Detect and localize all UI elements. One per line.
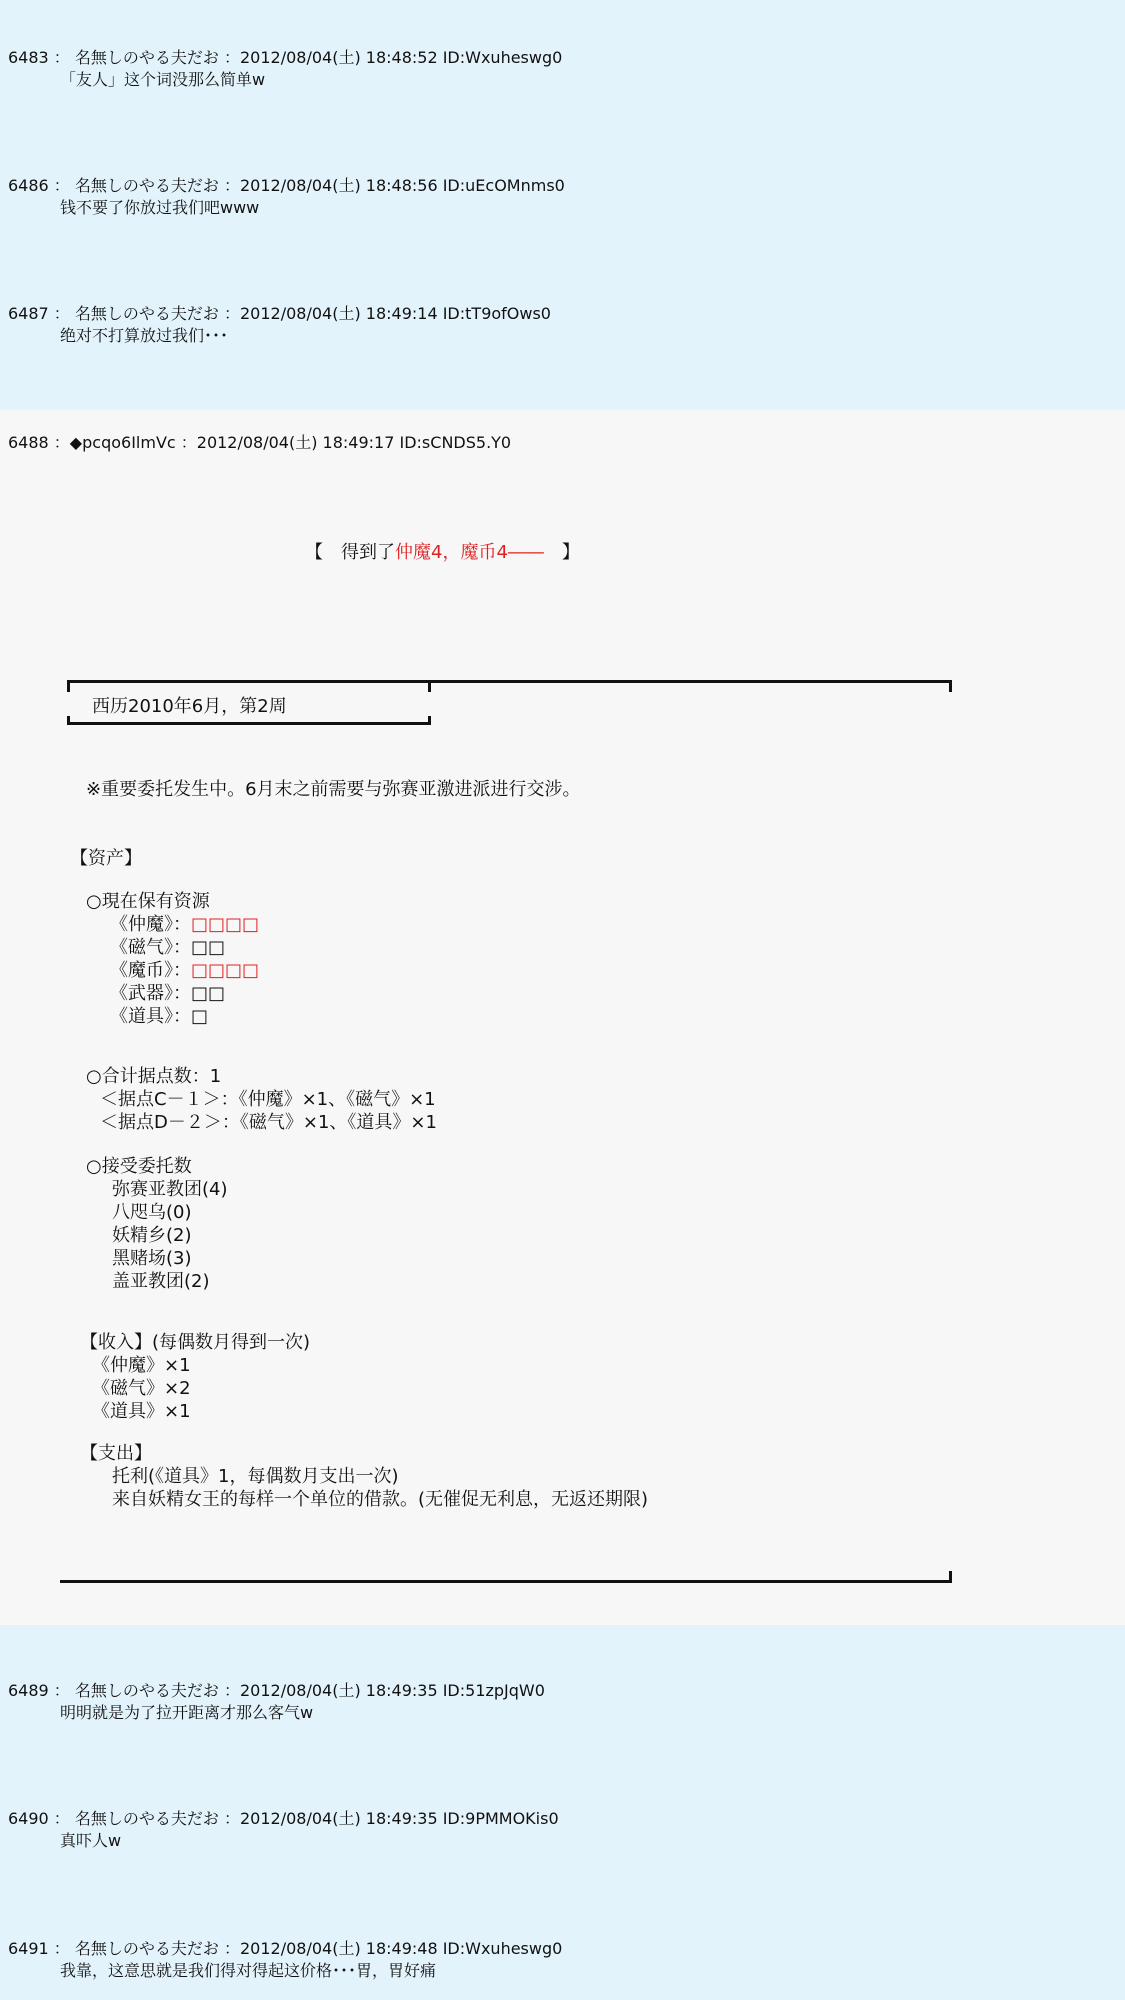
post-header: 6489 ： 名無しのやる夫だお ：2012/08/04(土) 18:49:35 ID:51zpJqW0 (8, 1681, 545, 1700)
expense-title: 【支出】 (80, 1443, 152, 1464)
request-row: 黑赌场(3) (112, 1248, 192, 1269)
main-post-panel (0, 410, 1125, 1625)
post-header: 6486 ： 名無しのやる夫だお ：2012/08/04(土) 18:48:56 ID:uEcOMnms0 (8, 176, 565, 195)
post-header: 6490 ： 名無しのやる夫だお ：2012/08/04(土) 18:49:35 ID:9PMMOKis0 (8, 1809, 559, 1828)
expense-row: 托利(《道具》1，每偶数月支出一次) (112, 1466, 399, 1487)
date-box-right-tick (428, 716, 431, 725)
date-box-left-tick (67, 716, 70, 725)
post-body: 真吓人w (60, 1831, 122, 1850)
main-post-header: 6488 ：◆pcqo6IlmVc ：2012/08/04(土) 18:49:17 ID:sCNDS5.Y0 (8, 433, 512, 452)
income-row: 《仲魔》×1 (92, 1355, 191, 1376)
base-row: ＜据点D－２＞：《磁气》×1、《道具》×1 (100, 1112, 437, 1133)
resource-value: □□□□ (191, 960, 260, 981)
banner-open: 【 得到了 (305, 542, 395, 563)
post-header: 6483 ： 名無しのやる夫だお ：2012/08/04(土) 18:48:52 ID:Wxuheswg0 (8, 48, 563, 67)
resource-label: 《磁气》： (110, 937, 191, 958)
post-6483 (8, 47, 562, 91)
reward-banner (305, 538, 580, 564)
resource-value: □□ (191, 937, 226, 958)
resource-row (110, 959, 259, 982)
request-row: 八咫乌(0) (112, 1202, 192, 1223)
resource-row (110, 936, 225, 959)
expense-row: 来自妖精女王的每样一个单位的借款。(无催促无利息，无返还期限) (112, 1489, 649, 1510)
frame-top-left-tick (67, 680, 70, 692)
frame-top-mid-tick (428, 680, 431, 692)
frame-top-line (67, 680, 952, 683)
resource-label: 《道具》： (110, 1006, 191, 1027)
post-header: 6491 ： 名無しのやる夫だお ：2012/08/04(土) 18:49:48 ID:Wxuheswg0 (8, 1939, 563, 1958)
post-6489 (8, 1680, 545, 1724)
income-title: 【收入】(每偶数月得到一次) (80, 1332, 311, 1353)
banner-close: 】 (543, 542, 580, 563)
date-box-bottom-line (67, 722, 431, 725)
resource-label: 《武器》： (110, 983, 191, 1004)
post-body: 「友人」这个词没那么简单w (60, 70, 266, 89)
date-label: 西历2010年6月，第2周 (92, 696, 287, 717)
post-header: 6487 ： 名無しのやる夫だお ：2012/08/04(土) 18:49:14 ID:tT9ofOws0 (8, 304, 551, 323)
request-row: 弥赛亚教团(4) (112, 1179, 228, 1200)
bases-title: ○合计据点数：1 (86, 1066, 222, 1087)
request-row: 妖精乡(2) (112, 1225, 192, 1246)
resource-label: 《仲魔》： (110, 914, 191, 935)
frame-top-right-tick (949, 680, 952, 692)
post-6487 (8, 303, 551, 347)
resource-label: 《魔币》： (110, 960, 191, 981)
frame-bottom-line (60, 1580, 952, 1583)
resource-row (110, 1005, 208, 1028)
post-6490 (8, 1808, 559, 1852)
resource-row (110, 982, 225, 1005)
income-row: 《磁气》×2 (92, 1378, 191, 1399)
requests-title: ○接受委托数 (86, 1156, 192, 1177)
request-row: 盖亚教团(2) (112, 1271, 210, 1292)
resource-value: □ (191, 1006, 209, 1027)
post-body: 明明就是为了拉开距离才那么客气w (60, 1703, 314, 1722)
income-row: 《道具》×1 (92, 1401, 191, 1422)
post-body: 钱不要了你放过我们吧www (60, 198, 260, 217)
notice-text: ※重要委托发生中。6月末之前需要与弥赛亚激进派进行交涉。 (86, 779, 581, 800)
resource-value: □□ (191, 983, 226, 1004)
base-row: ＜据点C－１＞：《仲魔》×1、《磁气》×1 (100, 1089, 436, 1110)
resource-row (110, 913, 259, 936)
post-body: 我靠，这意思就是我们得对得起这价格･･･胃，胃好痛 (60, 1961, 437, 1980)
assets-title: 【资产】 (70, 848, 142, 869)
post-6491 (8, 1938, 562, 1982)
banner-reward: 仲魔4，魔币4―― (395, 542, 544, 563)
resources-title: ○現在保有资源 (86, 891, 210, 912)
resource-value: □□□□ (191, 914, 260, 935)
post-6486 (8, 175, 565, 219)
post-body: 绝对不打算放过我们･･･ (60, 326, 229, 345)
frame-bottom-right-tick (949, 1571, 952, 1583)
